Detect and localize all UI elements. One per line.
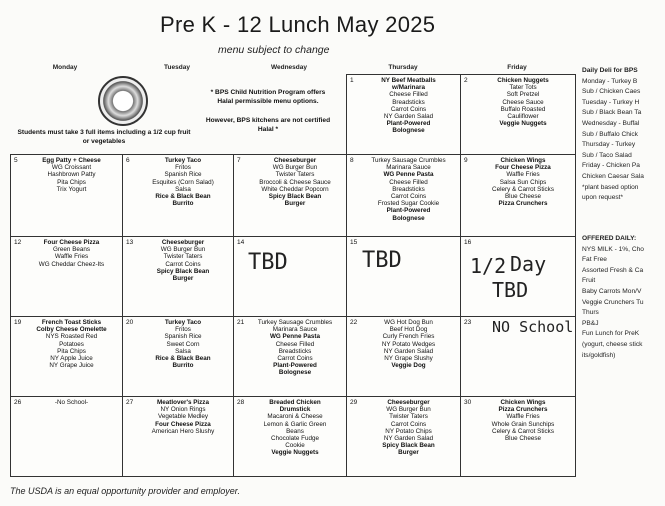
menu-item: Hashbrown Patty bbox=[47, 171, 96, 179]
menu-item: Veggie Nuggets bbox=[271, 449, 319, 457]
menu-item: WG Hot Dog Bun bbox=[384, 319, 433, 326]
menu-item: Beef Hot Dog bbox=[389, 326, 428, 334]
menu-item: Celery & Carrot Sticks bbox=[492, 185, 554, 193]
menu-item: Blue Cheese bbox=[504, 435, 542, 443]
menu-item: Cheese Filled bbox=[389, 178, 428, 186]
menu-item: NY Garden Salad bbox=[383, 347, 434, 355]
menu-items bbox=[347, 155, 460, 222]
menu-item: NY Garden Salad bbox=[383, 435, 434, 443]
page-subtitle: menu subject to change bbox=[218, 44, 330, 56]
menu-items bbox=[347, 237, 460, 239]
menu-item: White Cheddar Popcorn bbox=[261, 185, 329, 193]
menu-item: Waffle Fries bbox=[506, 413, 540, 421]
sidebar-line: Sub / Taco Salad bbox=[582, 151, 632, 159]
day-cell-8 bbox=[346, 154, 461, 237]
menu-items bbox=[347, 75, 460, 135]
day-number: 22 bbox=[350, 319, 358, 326]
menu-item: WG Burger Bun bbox=[386, 406, 431, 414]
menu-item: NY Apple Juice bbox=[50, 355, 93, 363]
menu-items bbox=[123, 397, 233, 435]
menu-items bbox=[461, 75, 575, 127]
menu-item: Colby Cheese Omelette bbox=[36, 326, 107, 334]
menu-item: -No School- bbox=[54, 399, 89, 406]
menu-item: Chicken Wings bbox=[500, 399, 546, 406]
menu-items bbox=[234, 317, 346, 377]
sidebar-line: Fun Lunch for PreK bbox=[582, 330, 640, 338]
handwritten-tbd-15: TBD bbox=[362, 248, 402, 273]
menu-items bbox=[123, 155, 233, 207]
menu-item: Trix Yogurt bbox=[56, 185, 87, 193]
menu-items bbox=[11, 237, 122, 268]
menu-item: Cauliflower bbox=[507, 113, 539, 121]
day-number: 20 bbox=[126, 319, 134, 326]
menu-item: Pita Chips bbox=[57, 178, 86, 186]
menu-item: Lemon & Garlic Green bbox=[263, 420, 327, 428]
menu-item: Marinara Sauce bbox=[272, 326, 318, 334]
menu-item: Fritos bbox=[175, 164, 191, 172]
menu-item: Cookie bbox=[285, 442, 305, 450]
menu-item: Four Cheese Pizza bbox=[43, 239, 100, 246]
menu-item: Spicy Black Bean bbox=[156, 267, 210, 275]
page-title: Pre K - 12 Lunch May 2025 bbox=[160, 12, 436, 37]
menu-item: Carrot Coins bbox=[390, 105, 427, 113]
menu-item: Salsa bbox=[175, 347, 191, 355]
menu-item: Plant-Powered bbox=[386, 207, 431, 215]
sidebar-line: Fruit bbox=[582, 277, 596, 285]
day-number: 8 bbox=[350, 157, 354, 164]
menu-item: Esquites (Corn Salad) bbox=[152, 178, 214, 186]
menu-item: Marinara Sauce bbox=[386, 164, 431, 172]
menu-item: Plant-Powered bbox=[273, 362, 317, 370]
menu-item: Salsa bbox=[175, 185, 191, 193]
menu-items bbox=[234, 237, 346, 239]
day-number: 2 bbox=[464, 77, 468, 84]
day-cell-13 bbox=[122, 236, 234, 317]
menu-item: Whole Grain Sunchips bbox=[491, 420, 555, 428]
menu-items bbox=[123, 317, 233, 369]
day-cell-26 bbox=[10, 396, 123, 477]
handwritten-no-school: NO School bbox=[492, 318, 574, 336]
footer-note: The USDA is an equal opportunity provider and employer. bbox=[10, 486, 240, 496]
day-number: 28 bbox=[237, 399, 245, 406]
day-number: 21 bbox=[237, 319, 245, 326]
day-number: 19 bbox=[14, 319, 22, 326]
menu-item: Sweet Corn bbox=[166, 340, 200, 348]
menu-item: Buffalo Roasted bbox=[500, 105, 546, 113]
sidebar-deli bbox=[582, 66, 644, 204]
day-cell-19 bbox=[10, 316, 123, 397]
menu-item: WG Cheddar Cheez-Its bbox=[38, 260, 105, 268]
menu-item: Pita Chips bbox=[57, 347, 86, 355]
sidebar-line: Wednesday - Buffal bbox=[582, 119, 640, 127]
day-cell-12 bbox=[10, 236, 123, 317]
menu-item: Curly French Fries bbox=[382, 333, 435, 341]
day-cell-27 bbox=[122, 396, 234, 477]
day-number: 7 bbox=[237, 157, 241, 164]
sidebar-line: NYS MILK - 1%, Cho bbox=[582, 245, 644, 253]
menu-item: Rice & Black Bean bbox=[155, 193, 211, 201]
menu-item: Carrot Coins bbox=[277, 355, 313, 363]
menu-item: Burger bbox=[398, 449, 419, 457]
menu-item: Chicken Wings bbox=[500, 157, 546, 164]
day-number: 16 bbox=[464, 239, 472, 246]
menu-items bbox=[347, 397, 460, 457]
day-cell-29 bbox=[346, 396, 461, 477]
sidebar-line: Tuesday - Turkey H bbox=[582, 98, 640, 106]
day-cell-30 bbox=[460, 396, 576, 477]
menu-item: Potatoes bbox=[59, 340, 84, 348]
menu-item: Vegetable Medley bbox=[157, 413, 209, 421]
menu-item: Fritos bbox=[175, 326, 191, 334]
day-cell-20 bbox=[122, 316, 234, 397]
menu-item: Breaded Chicken bbox=[269, 399, 321, 406]
day-cell-22 bbox=[346, 316, 461, 397]
sidebar-line: Sub / Chicken Caes bbox=[582, 88, 641, 96]
menu-item: Waffle Fries bbox=[506, 171, 540, 179]
menu-item: NY Grape Slushy bbox=[384, 355, 433, 363]
info-program: * BPS Child Nutrition Program offers Halal permissible menu options. bbox=[210, 89, 326, 105]
menu-items bbox=[347, 317, 460, 369]
sidebar-line: Veggie Crunchers Tu bbox=[582, 298, 644, 306]
menu-item: Four Cheese Pizza bbox=[495, 164, 551, 172]
day-number: 12 bbox=[14, 239, 22, 246]
day-cell-1 bbox=[346, 74, 461, 155]
menu-item: Cheeseburger bbox=[161, 239, 205, 246]
menu-item: Chocolate Fudge bbox=[271, 435, 319, 443]
menu-items bbox=[461, 397, 575, 442]
menu-item: WG Burger Bun bbox=[272, 164, 318, 172]
menu-item: Breadsticks bbox=[278, 347, 312, 355]
day-cell-14 bbox=[233, 236, 347, 317]
menu-item: Turkey Sausage Crumbles bbox=[257, 319, 333, 326]
sidebar-offered bbox=[582, 234, 644, 361]
day-number: 27 bbox=[126, 399, 134, 406]
sidebar-line: Sub / Buffalo Chick bbox=[582, 130, 638, 138]
menu-item: w/Marinara bbox=[392, 84, 425, 92]
sidebar-line: Chicken Caesar Sala bbox=[582, 172, 644, 180]
day-number: 14 bbox=[237, 239, 245, 246]
menu-item: Frosted Sugar Cookie bbox=[377, 200, 440, 208]
day-cell-21 bbox=[233, 316, 347, 397]
menu-item: NYS Roasted Red bbox=[45, 333, 98, 341]
menu-item: Beans bbox=[286, 427, 304, 435]
menu-item: Breadsticks bbox=[392, 185, 425, 193]
menu-item: Salsa Sun Chips bbox=[499, 178, 547, 186]
menu-item: Tater Tots bbox=[509, 84, 537, 92]
day-number: 15 bbox=[350, 239, 358, 246]
menu-item: Veggie Nuggets bbox=[499, 120, 547, 128]
sidebar-line: Monday - Turkey B bbox=[582, 77, 638, 85]
menu-item: Twister Taters bbox=[275, 171, 315, 179]
school-seal-logo bbox=[98, 76, 148, 126]
menu-item: Waffle Fries bbox=[54, 253, 89, 261]
day-number: 23 bbox=[464, 319, 472, 326]
menu-item: Egg Patty + Cheese bbox=[42, 157, 101, 164]
sidebar-line: Thursday - Turkey bbox=[582, 141, 636, 149]
sidebar-line: (yogurt, cheese stick bbox=[582, 340, 643, 348]
menu-item: NY Onion Rings bbox=[160, 406, 206, 414]
handwritten-day: Day bbox=[510, 252, 547, 276]
day-number: 1 bbox=[350, 77, 354, 84]
sidebar-line: *plant based option bbox=[582, 183, 639, 191]
menu-item: Spicy Black Bean bbox=[382, 442, 435, 450]
day-header-thursday: Thursday bbox=[388, 64, 418, 71]
sidebar-line: its/goldfish) bbox=[582, 351, 616, 359]
sidebar-line: upon request* bbox=[582, 194, 624, 202]
menu-item: Turkey Taco bbox=[164, 319, 202, 326]
sidebar-line: Assorted Fresh & Ca bbox=[582, 266, 644, 274]
day-cell-9 bbox=[460, 154, 576, 237]
menu-item: Rice & Black Bean bbox=[155, 355, 211, 363]
menu-item: Breadsticks bbox=[392, 98, 425, 106]
handwritten-tbd-14: TBD bbox=[248, 250, 288, 275]
sidebar-line: Baby Carrots Mon/V bbox=[582, 287, 642, 295]
menu-item: Veggie Dog bbox=[391, 362, 426, 370]
menu-item: Carrot Coins bbox=[165, 260, 201, 268]
menu-items bbox=[11, 317, 122, 369]
menu-item: WG Croissant bbox=[51, 164, 92, 172]
menu-item: Macaroni & Cheese bbox=[267, 413, 323, 421]
menu-items bbox=[11, 397, 122, 406]
info-students: Students must take 3 full items including a 1/2 cup fruit or vegetables bbox=[17, 129, 191, 145]
menu-items bbox=[234, 397, 346, 457]
day-header-monday: Monday bbox=[52, 64, 78, 71]
menu-item: Burger bbox=[172, 275, 194, 283]
menu-item: Twister Taters bbox=[389, 413, 428, 421]
day-number: 13 bbox=[126, 239, 134, 246]
menu-items bbox=[123, 237, 233, 282]
menu-item: NY Beef Meatballs bbox=[381, 77, 436, 84]
menu-item: Twister Taters bbox=[163, 253, 203, 261]
menu-item: Meatlover's Pizza bbox=[157, 399, 209, 406]
menu-item: Chicken Nuggets bbox=[497, 77, 549, 84]
menu-item: NY Potato Chips bbox=[385, 427, 432, 435]
sidebar-line: Fat Free bbox=[582, 256, 607, 264]
menu-item: Cheese Filled bbox=[275, 340, 315, 348]
menu-item: Cheese Filled bbox=[389, 91, 428, 99]
menu-item: NY Grape Juice bbox=[49, 362, 94, 370]
menu-item: Cheeseburger bbox=[387, 399, 430, 406]
day-number: 29 bbox=[350, 399, 358, 406]
info-halal: However, BPS kitchens are not certified Halal * bbox=[205, 117, 331, 133]
day-cell-28 bbox=[233, 396, 347, 477]
menu-item: Drumstick bbox=[279, 406, 311, 414]
menu-item: Turkey Taco bbox=[164, 157, 202, 164]
menu-item: Carrot Coins bbox=[390, 420, 427, 428]
sidebar-line: OFFERED DAILY: bbox=[582, 235, 637, 242]
sidebar-line: PB&J bbox=[582, 319, 599, 327]
menu-item: Green Beans bbox=[52, 246, 91, 254]
day-cell-2 bbox=[460, 74, 576, 155]
menu-item: NY Potato Wedges bbox=[381, 340, 436, 348]
handwritten-tbd-16: TBD bbox=[492, 278, 529, 302]
menu-items bbox=[461, 155, 575, 207]
sidebar-line: Daily Deli for BPS bbox=[582, 67, 638, 74]
menu-item: Bolognese bbox=[278, 369, 312, 377]
day-cell-6 bbox=[122, 154, 234, 237]
day-number: 26 bbox=[14, 399, 22, 406]
menu-item: Carrot Coins bbox=[390, 193, 427, 201]
day-header-wednesday: Wednesday bbox=[270, 64, 307, 71]
menu-item: Cheese Sauce bbox=[502, 98, 544, 106]
menu-item: NY Garden Salad bbox=[383, 113, 434, 121]
day-header-tuesday: Tuesday bbox=[164, 64, 190, 71]
menu-item: Spanish Rice bbox=[164, 333, 202, 341]
menu-item: Burger bbox=[284, 200, 306, 208]
sidebar-line: Friday - Chicken Pa bbox=[582, 162, 640, 170]
menu-item: WG Burger Bun bbox=[160, 246, 206, 254]
menu-item: Spanish Rice bbox=[164, 171, 202, 179]
menu-item: Pizza Crunchers bbox=[498, 200, 548, 208]
menu-item: Bolognese bbox=[392, 127, 425, 135]
menu-items bbox=[11, 155, 122, 193]
menu-item: French Toast Sticks bbox=[41, 319, 102, 326]
menu-item: Pizza Crunchers bbox=[498, 406, 548, 414]
menu-item: Soft Pretzel bbox=[506, 91, 540, 99]
menu-items bbox=[234, 155, 346, 207]
menu-item: Blue Cheese bbox=[504, 193, 542, 201]
menu-item: American Hero Slushy bbox=[151, 427, 215, 435]
sidebar-line: Thurs bbox=[582, 309, 599, 317]
day-number: 30 bbox=[464, 399, 472, 406]
menu-item: WG Penne Pasta bbox=[269, 333, 321, 341]
day-number: 6 bbox=[126, 157, 130, 164]
menu-items bbox=[461, 237, 575, 239]
menu-item: Four Cheese Pizza bbox=[155, 420, 211, 428]
day-header-friday: Friday bbox=[507, 64, 527, 71]
menu-item: Broccoli & Cheese Sauce bbox=[259, 178, 331, 186]
day-number: 5 bbox=[14, 157, 18, 164]
day-cell-7 bbox=[233, 154, 347, 237]
handwritten-half: 1/2 bbox=[470, 254, 507, 278]
sidebar-line: Sub / Black Bean Ta bbox=[582, 109, 642, 117]
menu-item: Bolognese bbox=[392, 214, 425, 222]
menu-item: Celery & Carrot Sticks bbox=[492, 427, 554, 435]
menu-item: Burrito bbox=[172, 362, 194, 370]
day-cell-5 bbox=[10, 154, 123, 237]
day-number: 9 bbox=[464, 157, 468, 164]
menu-item: Burrito bbox=[172, 200, 194, 208]
menu-item: Turkey Sausage Crumbles bbox=[371, 157, 446, 164]
menu-item: Spicy Black Bean bbox=[268, 193, 322, 201]
menu-item: Cheeseburger bbox=[273, 157, 317, 164]
menu-item: Plant-Powered bbox=[386, 120, 431, 128]
menu-item: WG Penne Pasta bbox=[383, 171, 434, 179]
